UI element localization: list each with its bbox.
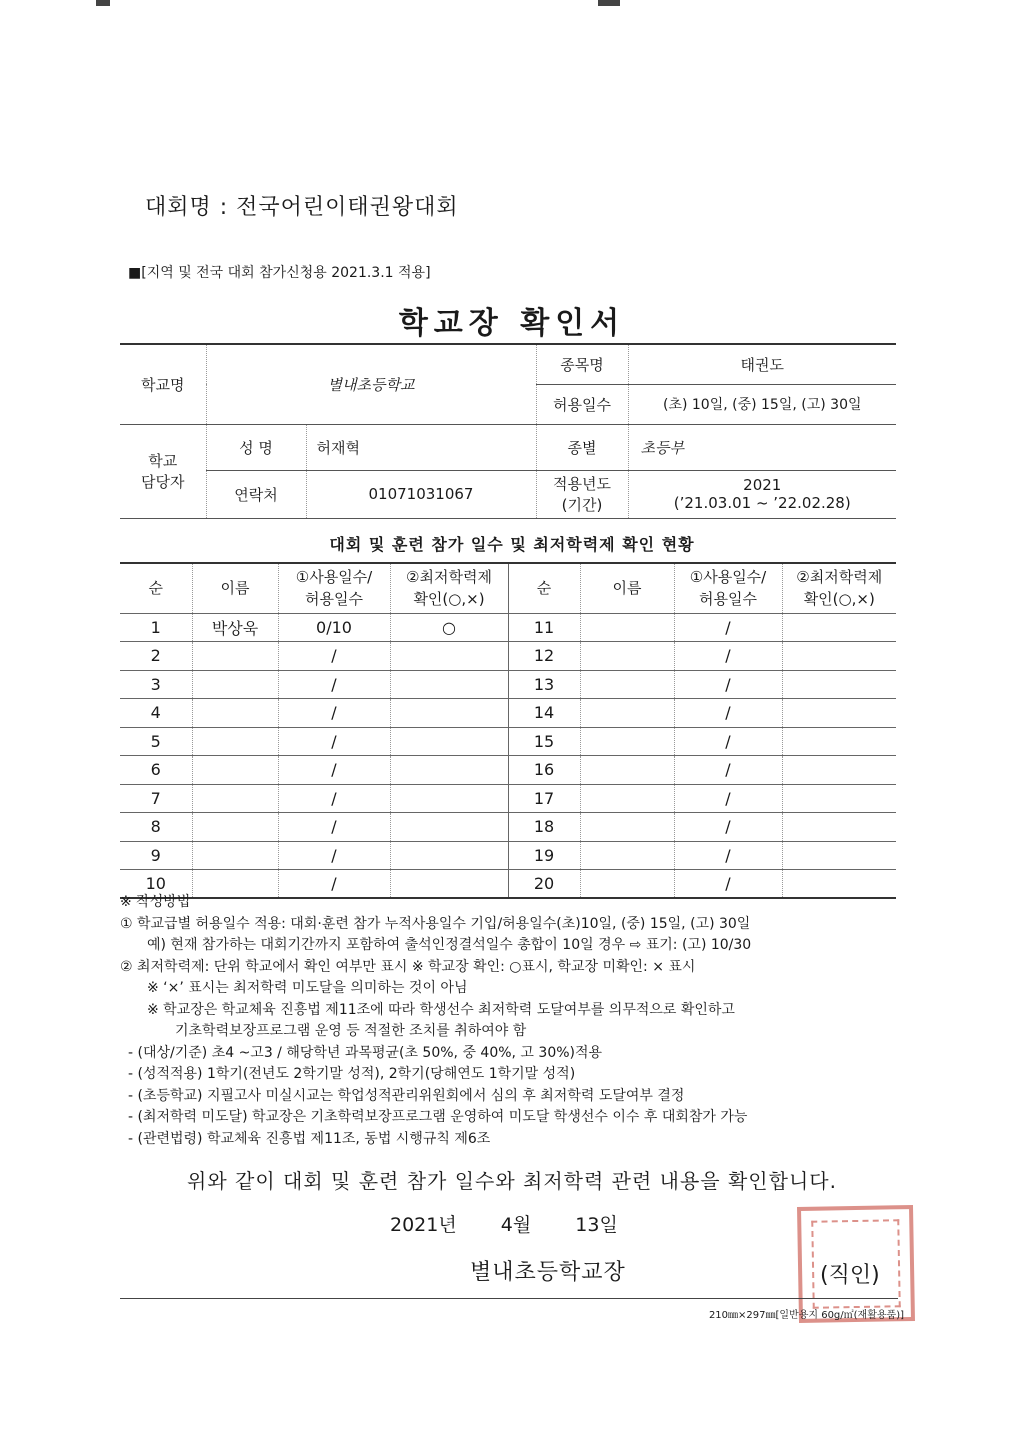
row-days: / — [674, 841, 782, 870]
date-day: 13일 — [575, 1214, 618, 1236]
row-min-check — [390, 784, 508, 813]
table-row — [120, 670, 896, 699]
row-days: / — [278, 756, 390, 785]
row-min-check — [390, 642, 508, 671]
row-min-check — [390, 699, 508, 728]
row-name — [192, 642, 278, 671]
row-no: 8 — [120, 813, 192, 842]
year: 2021 — [743, 476, 782, 494]
category-label: 종별 — [536, 424, 628, 470]
allowed-days: (초) 10일, (중) 15일, (고) 30일 — [628, 384, 896, 424]
row-days: / — [674, 727, 782, 756]
divider — [120, 1298, 898, 1299]
manager-label-line1: 학교 — [148, 452, 178, 470]
row-min-check — [782, 813, 896, 842]
row-name — [580, 727, 674, 756]
status-title: 대회 및 훈련 참가 일수 및 최저학력제 확인 현황 — [329, 535, 695, 554]
row-days: 0/10 — [278, 613, 390, 642]
school-name: 별내초등학교 — [206, 344, 536, 424]
row-no: 18 — [508, 813, 580, 842]
row-days: / — [278, 784, 390, 813]
table-row — [120, 841, 896, 870]
row-no: 2 — [120, 642, 192, 671]
manager-label-line2: 담당자 — [141, 473, 185, 491]
col-days — [278, 563, 390, 613]
row-no: 10 — [120, 870, 192, 899]
row-days: / — [674, 756, 782, 785]
row-min-check — [782, 670, 896, 699]
row-days: / — [278, 642, 390, 671]
col-min — [390, 563, 508, 613]
note-item: ※ ‘×’ 표시는 최저학력 미도달을 의미하는 것이 아님 — [147, 980, 468, 996]
row-min-check — [390, 727, 508, 756]
row-days: / — [278, 727, 390, 756]
table-row — [120, 813, 896, 842]
row-days: / — [674, 642, 782, 671]
row-min-check — [782, 699, 896, 728]
row-no: 11 — [508, 613, 580, 642]
event-title: 대회명 : 전국어린이태권왕대회 — [145, 195, 459, 220]
note-item: 예) 현재 참가하는 대회기간까지 포함하여 출석인정결석일수 총합이 10일 경우 ⇨ 표기: (고) 10/30 — [147, 937, 752, 953]
row-min-check — [390, 756, 508, 785]
row-days: / — [674, 613, 782, 642]
table-row — [120, 613, 896, 642]
row-name — [192, 841, 278, 870]
row-min-check — [782, 727, 896, 756]
row-min-check — [390, 841, 508, 870]
row-days: / — [278, 870, 390, 899]
row-days: / — [278, 670, 390, 699]
period: (’21.03.01 ~ ’22.02.28) — [673, 494, 851, 512]
form-note: ■[지역 및 전국 대회 참가신청용 2021.3.1 적용] — [128, 265, 431, 281]
row-name — [580, 699, 674, 728]
row-no: 1 — [120, 613, 192, 642]
row-name: 박상욱 — [192, 613, 278, 642]
row-name — [192, 784, 278, 813]
row-name — [580, 642, 674, 671]
note-item: - (대상/기준) 초4 ~고3 / 해당학년 과목평균(초 50%, 중 40%, 고 30%)적용 — [128, 1044, 603, 1061]
row-no: 12 — [508, 642, 580, 671]
sport: 태권도 — [628, 344, 896, 384]
seal-label: (직인) — [820, 1263, 880, 1288]
note-item: ② 최저학력제: 단위 학교에서 확인 여부만 표시 ※ 학교장 확인: ○표시, 학교장 미확인: × 표시 — [120, 958, 696, 975]
col-name: 이름 — [580, 563, 674, 613]
date-month: 4월 — [500, 1214, 532, 1236]
row-name — [580, 756, 674, 785]
allowed-days-label: 허용일수 — [536, 384, 628, 424]
col-days-line2: 허용일수 — [305, 590, 363, 609]
row-min-check — [782, 841, 896, 870]
row-days: / — [278, 841, 390, 870]
row-name — [580, 841, 674, 870]
category: 초등부 — [628, 424, 896, 470]
row-name — [192, 699, 278, 728]
row-days: / — [674, 784, 782, 813]
col-no: 순 — [120, 563, 192, 613]
table-row — [120, 642, 896, 671]
row-name — [192, 813, 278, 842]
row-name — [192, 670, 278, 699]
sport-label: 종목명 — [536, 344, 628, 384]
instructions — [120, 892, 910, 1150]
roster-table — [120, 562, 896, 899]
row-no: 5 — [120, 727, 192, 756]
row-no: 7 — [120, 784, 192, 813]
row-min-check — [782, 613, 896, 642]
row-no: 4 — [120, 699, 192, 728]
note-heading: ※ 작성방법 — [120, 894, 191, 910]
row-days: / — [674, 670, 782, 699]
row-days: / — [674, 813, 782, 842]
row-name — [580, 784, 674, 813]
row-no: 9 — [120, 841, 192, 870]
row-no: 20 — [508, 870, 580, 899]
note-item: ① 학교급별 허용일수 적용: 대회·훈련 참가 누적사용일수 기입/허용일수(초)10일, (중) 15일, (고) 30일 — [120, 915, 751, 932]
row-name — [580, 613, 674, 642]
row-days: / — [278, 699, 390, 728]
row-no: 16 — [508, 756, 580, 785]
table-row — [120, 727, 896, 756]
col-min-line1: ②최저학력제 — [406, 568, 492, 587]
manager-name: 허재혁 — [306, 424, 536, 470]
col-days-line2: 허용일수 — [699, 590, 757, 609]
col-days — [674, 563, 782, 613]
year-label-line2: (기간) — [561, 496, 603, 514]
col-min-line2: 확인(○,×) — [413, 590, 485, 609]
row-min-check — [782, 756, 896, 785]
col-name: 이름 — [192, 563, 278, 613]
table-row — [120, 784, 896, 813]
scan-mark — [598, 0, 620, 6]
paper-spec: 210㎜×297㎜[일반용지 60g/㎡(재활용품)] — [708, 1310, 904, 1321]
school-name-label: 학교명 — [120, 344, 206, 424]
col-days-line1: ①사용일수/ — [295, 568, 373, 587]
row-no: 14 — [508, 699, 580, 728]
row-name — [192, 756, 278, 785]
contact-label: 연락처 — [206, 470, 306, 518]
name-label: 성 명 — [206, 424, 306, 470]
row-days: / — [278, 813, 390, 842]
row-days: / — [674, 870, 782, 899]
table-row — [120, 699, 896, 728]
row-name — [192, 727, 278, 756]
year-label-line1: 적용년도 — [553, 475, 611, 493]
row-no: 15 — [508, 727, 580, 756]
row-name — [580, 813, 674, 842]
contact: 01071031067 — [306, 470, 536, 518]
manager-label — [120, 424, 206, 518]
scan-mark — [96, 0, 110, 6]
col-no: 순 — [508, 563, 580, 613]
col-days-line1: ①사용일수/ — [689, 568, 767, 587]
date — [390, 1210, 656, 1237]
row-min-check — [782, 642, 896, 671]
row-min-check — [390, 813, 508, 842]
year-label — [536, 470, 628, 518]
note-item: - (관련법령) 학교체육 진흥법 제11조, 동법 시행규칙 제6조 — [128, 1130, 491, 1147]
col-min-line2: 확인(○,×) — [803, 590, 875, 609]
row-min-check: ○ — [390, 613, 508, 642]
info-table — [120, 343, 896, 519]
row-min-check — [782, 784, 896, 813]
row-no: 13 — [508, 670, 580, 699]
note-item: - (초등학교) 지필고사 미실시교는 학업성적관리위원회에서 심의 후 최저학력 도달여부 결정 — [128, 1087, 685, 1104]
col-min-line1: ②최저학력제 — [796, 568, 883, 587]
col-min — [782, 563, 896, 613]
row-no: 3 — [120, 670, 192, 699]
table-row — [120, 756, 896, 785]
confirm-text: 위와 같이 대회 및 훈련 참가 일수와 최저학력 관련 내용을 확인합니다. — [187, 1169, 837, 1193]
row-no: 17 — [508, 784, 580, 813]
year-period — [628, 470, 896, 518]
note-item: - (최저학력 미도달) 학교장은 기초학력보장프로그램 운영하여 미도달 학생선수 이수 후 대회참가 가능 — [128, 1109, 748, 1125]
row-no: 6 — [120, 756, 192, 785]
date-year: 2021년 — [390, 1214, 457, 1236]
school-head: 별내초등학교장 — [470, 1260, 626, 1285]
note-item: - (성적적용) 1학기(전년도 2학기말 성적), 2학기(당해연도 1학기말 성적) — [128, 1066, 576, 1082]
row-no: 19 — [508, 841, 580, 870]
row-days: / — [674, 699, 782, 728]
row-name — [580, 670, 674, 699]
note-item: 기초학력보장프로그램 운영 등 적절한 조치를 취하여야 함 — [175, 1023, 527, 1039]
row-min-check — [390, 670, 508, 699]
note-item: ※ 학교장은 학교체육 진흥법 제11조에 따라 학생선수 최저학력 도달여부를 의무적으로 확인하고 — [147, 1001, 735, 1018]
document-title: 학교장 확인서 — [398, 306, 626, 341]
